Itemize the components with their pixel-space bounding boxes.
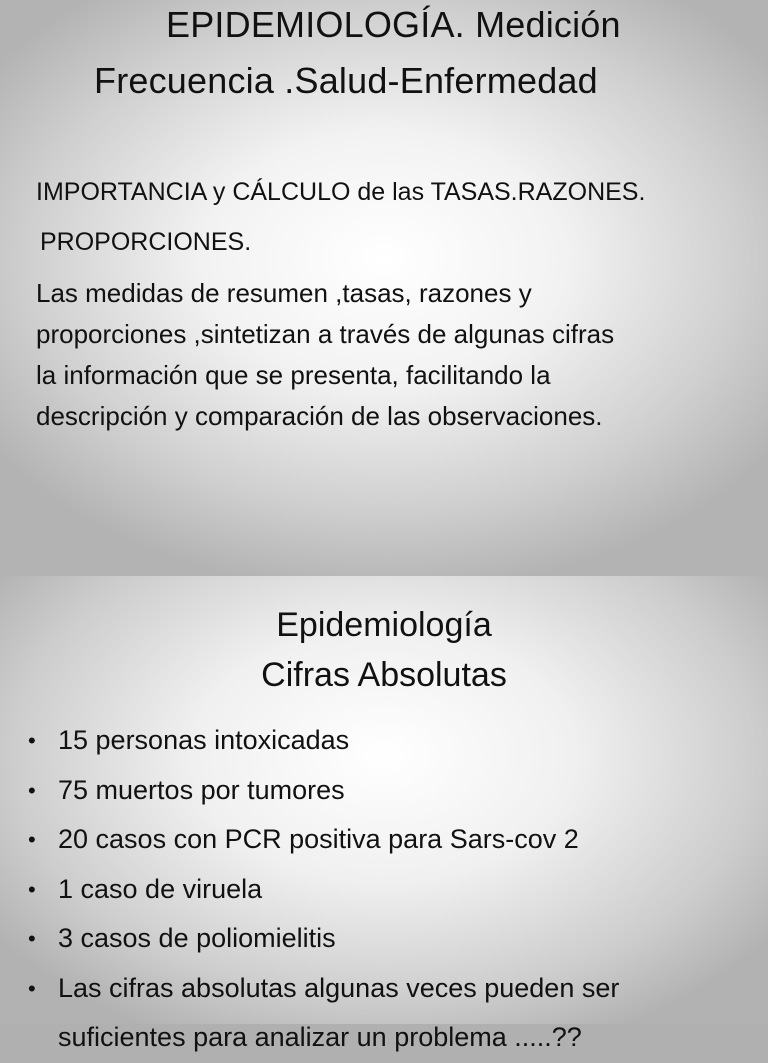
- paragraph-line: Las medidas de resumen ,tasas, razones y: [36, 278, 532, 308]
- list-item-text: 15 personas intoxicadas: [58, 725, 350, 755]
- bullet-icon: •: [28, 777, 36, 803]
- slide-title-line-1: EPIDEMIOLOGÍA. Medición: [166, 4, 621, 45]
- list-item-continuation: [28, 1013, 619, 1063]
- slide-title-epidemiologia: Epidemiología: [276, 606, 492, 644]
- list-item-text: Las cifras absolutas algunas veces pueden ser: [58, 972, 620, 1003]
- list-item-text: suficientes para analizar un problema .....??: [58, 1022, 582, 1052]
- body-paragraph: [36, 273, 746, 437]
- list-item: [28, 914, 619, 964]
- bullet-icon: •: [28, 827, 36, 852]
- list-item-text: 3 casos de poliomielitis: [58, 923, 336, 953]
- slide-title-line-2: Frecuencia .Salud-Enfermedad: [94, 60, 598, 101]
- list-item: [28, 716, 619, 766]
- list-item: [28, 964, 619, 1014]
- paragraph-line: la información que se presenta, facilitando la: [36, 360, 551, 390]
- paragraph-line: proporciones ,sintetizan a través de algunas cifras: [36, 319, 615, 349]
- subheading-importancia: IMPORTANCIA y CÁLCULO de las TASAS.RAZONES.: [36, 178, 646, 206]
- list-item: [28, 865, 619, 915]
- paragraph-line: descripción y comparación de las observaciones.: [36, 401, 603, 431]
- slide-title-cifras-absolutas: Cifras Absolutas: [261, 656, 507, 694]
- list-item-text: 1 caso de viruela: [58, 873, 263, 904]
- bullet-icon: •: [28, 876, 36, 902]
- subheading-proporciones: PROPORCIONES.: [40, 228, 252, 256]
- list-item-text: 20 casos con PCR positiva para Sars-cov 2: [58, 824, 579, 854]
- bullet-icon: •: [28, 975, 36, 1001]
- bullet-list: [28, 716, 619, 1063]
- bullet-icon: •: [28, 926, 36, 951]
- list-item: [28, 815, 619, 865]
- list-item-text: 75 muertos por tumores: [58, 774, 345, 805]
- slide-cifras-absolutas: [0, 576, 768, 1052]
- bullet-icon: •: [28, 728, 36, 753]
- list-item: [28, 766, 619, 816]
